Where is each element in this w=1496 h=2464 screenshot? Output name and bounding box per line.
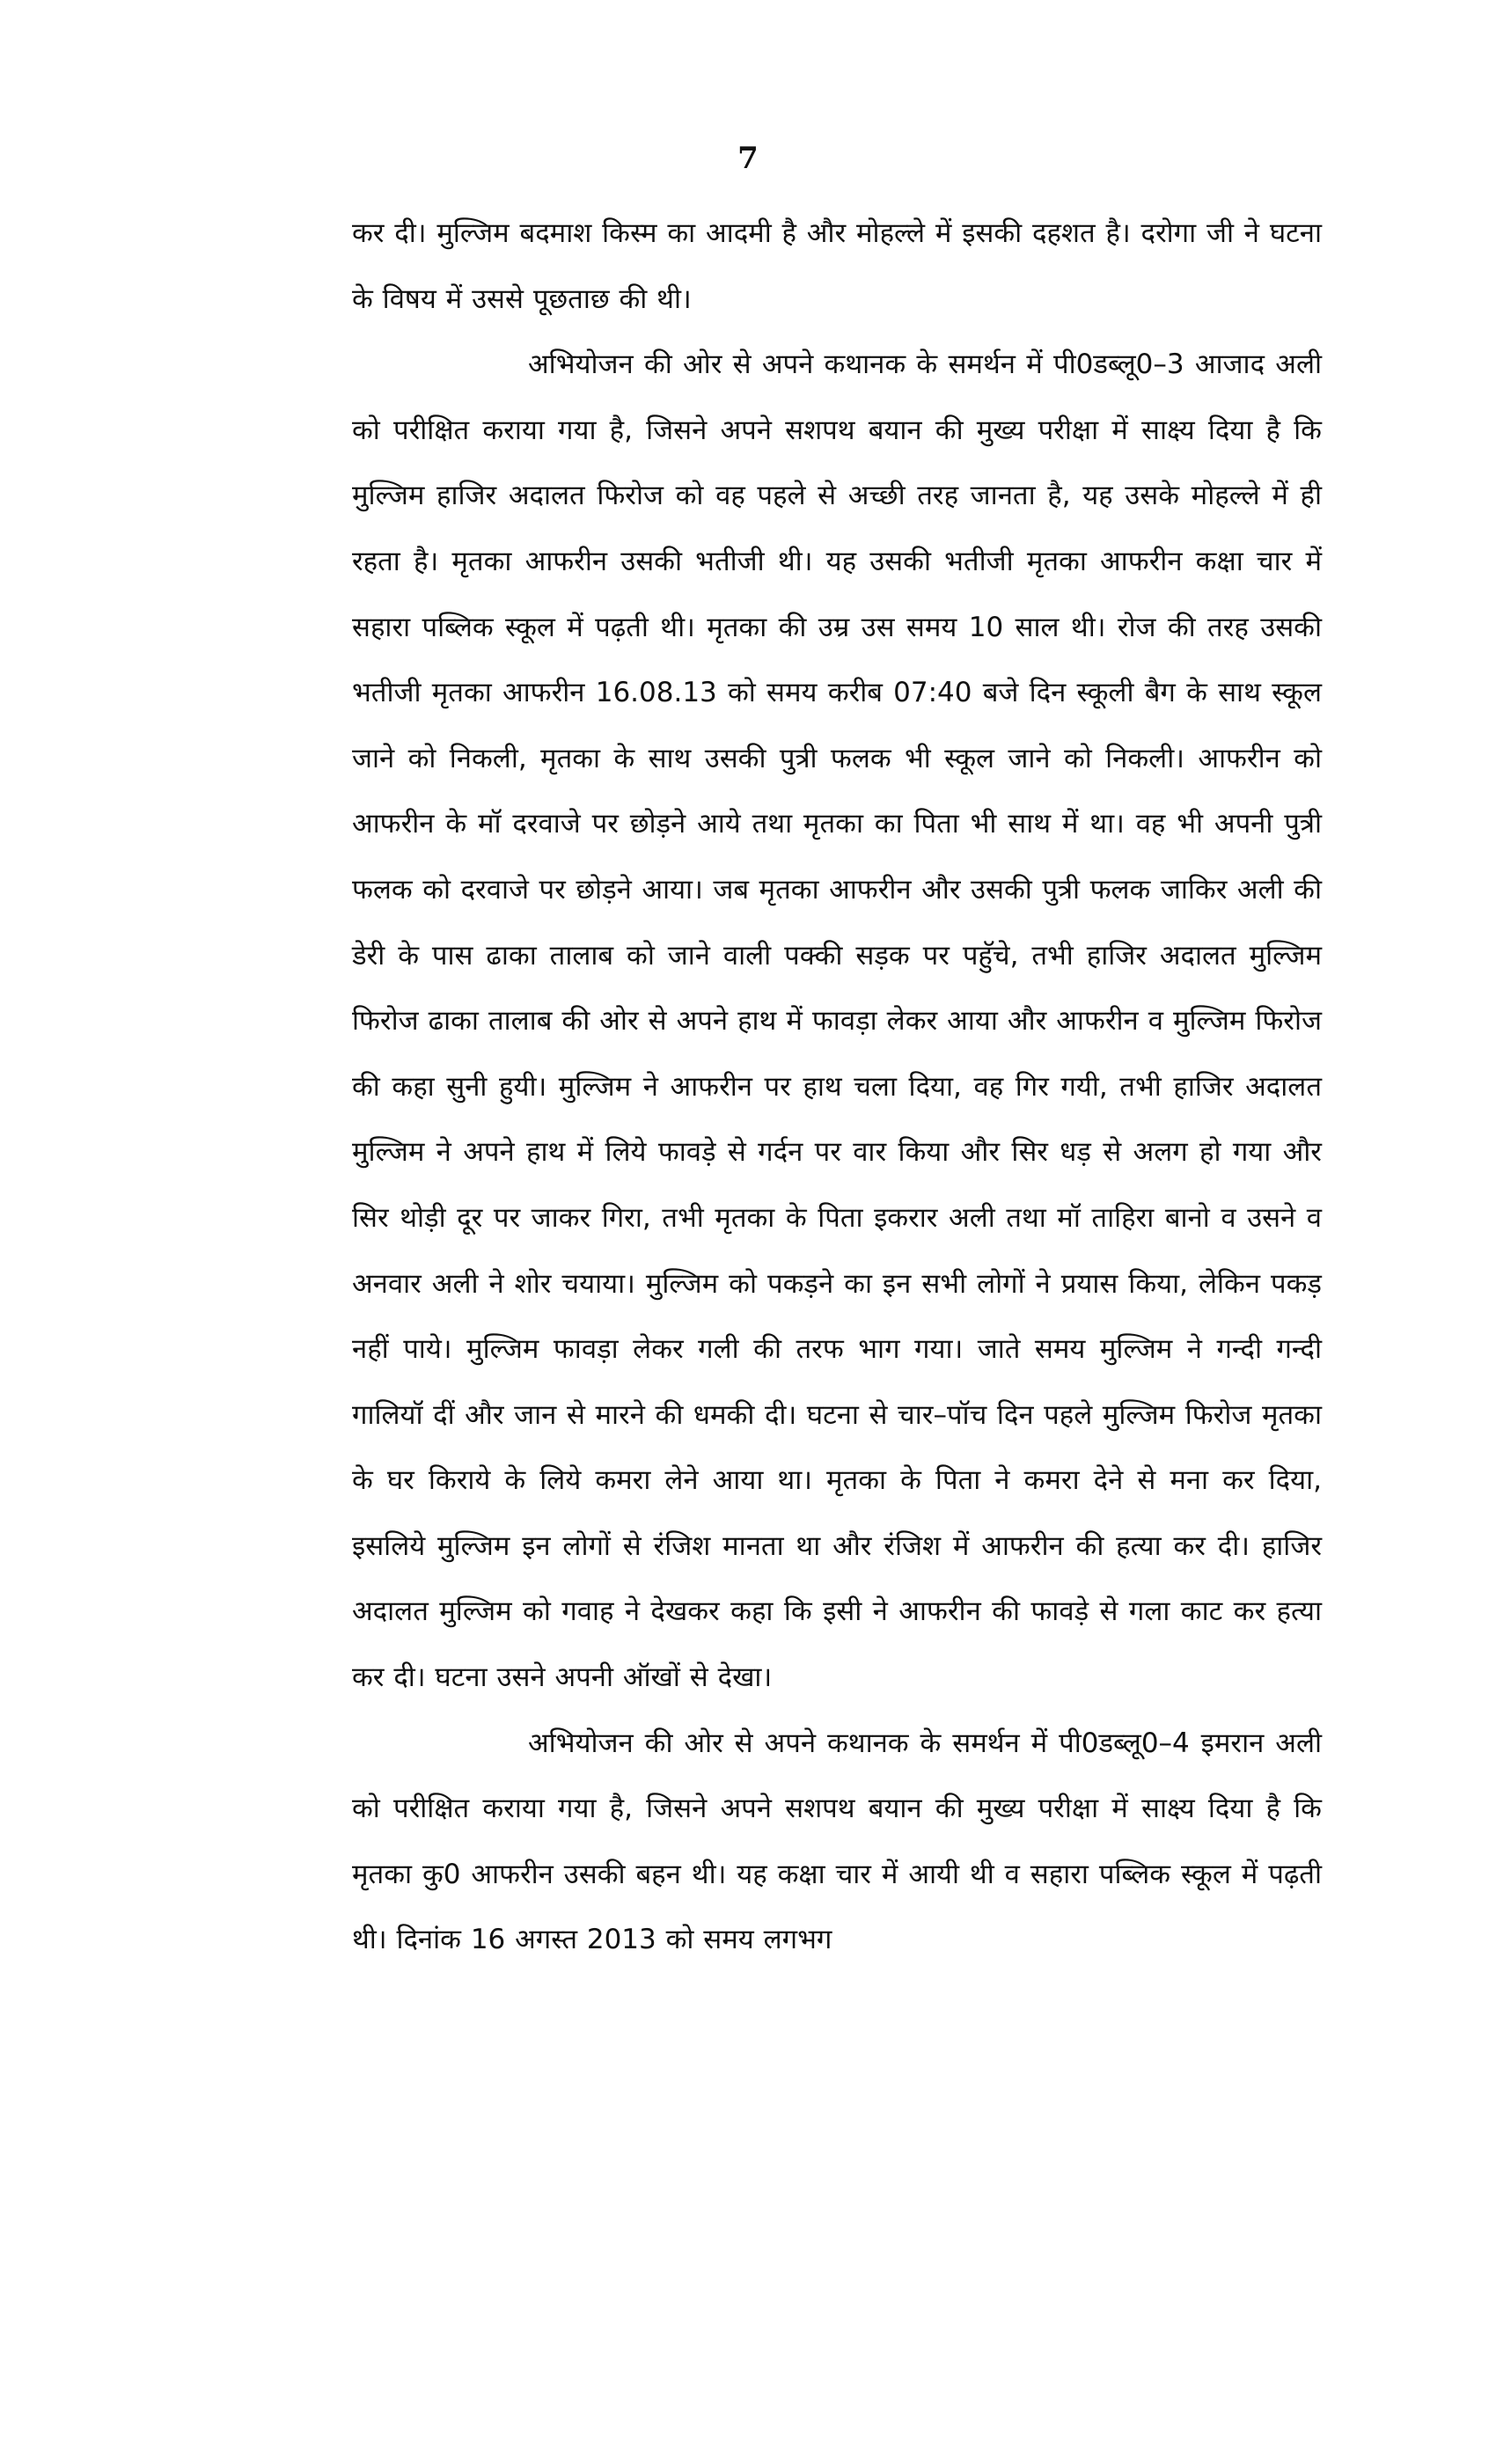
paragraph-pw3-testimony: अभियोजन की ओर से अपने कथानक के समर्थन में पी0डब्लू0–3 आजाद अली को परीक्षित कराया गया है, जिसने अपने सशपथ बयान की मुख्य परीक्षा में साक्ष्य दिया है कि मुल्जिम हाजिर अदालत फिरोज को वह पहले से अच्छी तरह जानता है, यह उसके मोहल्ले में ही रहता है। मृतका आफरीन उसकी भतीजी थी। यह उसकी भतीजी मृतका आफरीन कक्षा चार में सहारा पब्लिक स्कूल में पढ़ती थी। मृतका की उम्र उस समय 10 साल थी। रोज की तरह उसकी भतीजी मृतका आफरीन 16.08.13 को समय करीब 07:40 बजे दिन स्कूली बैग के साथ स्कूल जाने को निकली, मृतका के साथ उसकी पुत्री फलक भी स्कूल जाने को निकली। आफरीन को आफरीन के मॉ दरवाजे पर छोड़ने आये तथा मृतका का पिता भी साथ में था। वह भी अपनी पुत्री फलक को दरवाजे पर छोड़ने आया। जब मृतका आफरीन और उसकी पुत्री फलक जाकिर अली की डेरी के पास ढाका तालाब को जाने वाली पक्की सड़क पर पहुॅचे, तभी हाजिर अदालत मुल्जिम फिरोज ढाका तालाब की ओर से अपने हाथ में फावड़ा लेकर आया और आफरीन व मुल्जिम फिरोज की कहा सुनी हुयी। मुल्जिम ने आफरीन पर हाथ चला दिया, वह गिर गयी, तभी हाजिर अदालत मुल्जिम ने अपने हाथ में लिये फावड़े से गर्दन पर वार किया और सिर धड़ से अलग हो गया और सिर थोड़ी दूर पर जाकर गिरा, तभी मृतका के पिता इकरार अली तथा मॉ ताहिरा बानो व उसने व अनवार अली ने शोर चयाया। मुल्जिम को पकड़ने का इन सभी लोगों ने प्रयास किया, लेकिन पकड़ नहीं पाये। मुल्जिम फावड़ा लेकर गली की तरफ भाग गया। जाते समय मुल्जिम ने गन्दी गन्दी गालियॉ दीं और जान से मारने की धमकी दी। घटना से चार–पॉच दिन पहले मुल्जिम फिरोज मृतका के घर किराये के लिये कमरा लेने आया था। मृतका के पिता ने कमरा देने से मना कर दिया, इसलिये मुल्जिम इन लोगों से रंजिश मानता था और रंजिश में आफरीन की हत्या कर दी। हाजिर अदालत मुल्जिम को गवाह ने देखकर कहा कि इसी ने आफरीन की फावड़े से गला काट कर हत्या कर दी। घटना उसने अपनी ऑखों से देखा। xyxy=(352,348,1322,1694)
paragraph-continuation: कर दी। मुल्जिम बदमाश किस्म का आदमी है और मोहल्ले में इसकी दहशत है। दरोगा जी ने घटना के विषय में उससे पूछताछ की थी। xyxy=(352,217,1322,315)
paragraph-pw4-testimony: अभियोजन की ओर से अपने कथानक के समर्थन में पी0डब्लू0–4 इमरान अली को परीक्षित कराया गया है, जिसने अपने सशपथ बयान की मुख्य परीक्षा में साक्ष्य दिया है कि मृतका कु0 आफरीन उसकी बहन थी। यह कक्षा चार में आयी थी व सहारा पब्लिक स्कूल में पढ़ती थी। दिनांक 16 अगस्त 2013 को समय लगभग xyxy=(352,1727,1322,1956)
document-body xyxy=(352,201,1322,1973)
page-number: 7 xyxy=(737,141,759,176)
